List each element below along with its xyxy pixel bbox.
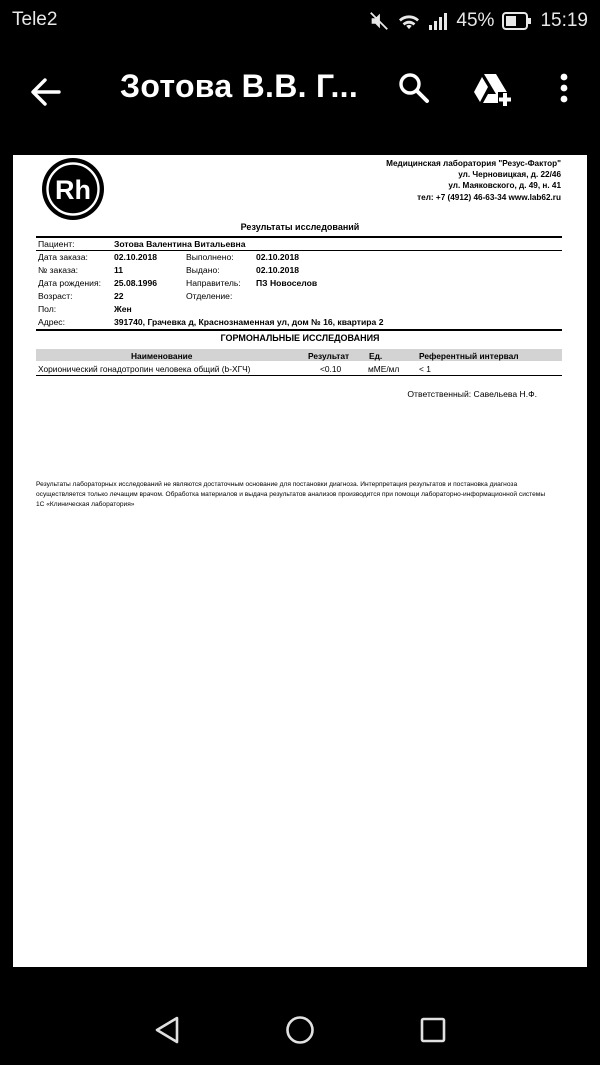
status-icons bbox=[368, 8, 588, 34]
back-arrow-icon bbox=[31, 78, 61, 106]
col-reference-header: Референтный интервал bbox=[419, 351, 519, 361]
battery-icon bbox=[502, 12, 532, 30]
done-label: Выполнено: bbox=[186, 252, 234, 262]
lab-info bbox=[386, 158, 561, 203]
section-title: ГОРМОНАЛЬНЫЕ ИССЛЕДОВАНИЯ bbox=[220, 333, 380, 343]
document-page[interactable] bbox=[13, 155, 587, 967]
lab-name: Медицинская лаборатория "Резус-Фактор" bbox=[386, 159, 561, 168]
signal-icon bbox=[428, 11, 448, 31]
clock: 15:19 bbox=[540, 10, 588, 31]
wifi-icon bbox=[398, 11, 420, 31]
responsible-value: Савельева Н.Ф. bbox=[473, 389, 537, 399]
sex-label: Пол: bbox=[38, 304, 57, 314]
status-bar bbox=[0, 0, 600, 42]
birth-label: Дата рождения: bbox=[38, 278, 102, 288]
address-label: Адрес: bbox=[38, 317, 65, 327]
nav-home-button[interactable] bbox=[275, 1005, 325, 1055]
nav-back-button[interactable] bbox=[142, 1005, 192, 1055]
done-value: 02.10.2018 bbox=[256, 252, 300, 262]
patient-value: Зотова Валентина Витальевна bbox=[114, 239, 246, 249]
issued-label: Выдано: bbox=[186, 265, 220, 275]
back-triangle-icon bbox=[153, 1015, 181, 1045]
recents-square-icon bbox=[420, 1017, 446, 1043]
referrer-label: Направитель: bbox=[186, 278, 241, 288]
search-button[interactable] bbox=[390, 64, 438, 112]
col-unit-header: Ед. bbox=[369, 351, 383, 361]
test-unit: мМЕ/мл bbox=[368, 364, 400, 374]
mute-icon bbox=[368, 10, 390, 32]
test-name: Хорионический гонадотропин человека общий (b-ХГЧ) bbox=[38, 364, 251, 374]
age-value: 22 bbox=[114, 291, 124, 301]
divider bbox=[36, 250, 562, 251]
responsible-label: Ответственный: bbox=[407, 389, 472, 399]
nav-recents-button[interactable] bbox=[408, 1005, 458, 1055]
col-name-header: Наименование bbox=[131, 351, 193, 361]
results-heading: Результаты исследований bbox=[240, 222, 360, 232]
logo-text: Rh bbox=[55, 175, 91, 205]
search-icon bbox=[398, 72, 430, 104]
divider bbox=[36, 329, 562, 331]
drive-add-icon bbox=[472, 72, 512, 108]
lab-address-2: ул. Маяковского, д. 49, н. 41 bbox=[448, 181, 561, 191]
patient-label: Пациент: bbox=[38, 239, 75, 249]
document-title: Зотова В.В. Г... bbox=[120, 68, 359, 104]
address-value: 391740, Грачевка д, Краснознаменная ул, дом № 16, квартира 2 bbox=[114, 317, 384, 327]
age-label: Возраст: bbox=[38, 291, 73, 301]
responsible bbox=[407, 389, 537, 399]
more-options-button[interactable] bbox=[544, 64, 584, 112]
navigation-bar bbox=[0, 995, 600, 1065]
add-to-drive-button[interactable] bbox=[466, 64, 518, 116]
test-reference: < 1 bbox=[419, 364, 431, 374]
more-vert-icon bbox=[560, 73, 568, 103]
birth-value: 25.08.1996 bbox=[114, 278, 158, 288]
sex-value: Жен bbox=[114, 304, 132, 314]
col-result-header: Результат bbox=[308, 351, 350, 361]
divider bbox=[36, 236, 562, 238]
carrier-name: Tele2 bbox=[12, 9, 58, 30]
disclaimer: Результаты лабораторных исследований не являются достаточным основание для постановки диагноза. Интерпретация результатов и постановка диагноза осуществляется только лечащим врачом. Обработка материалов и выдача результатов анализов производится при помощи лабораторно-информационной системы 1С «Клиническая лаборатория» bbox=[36, 481, 546, 509]
battery-percent: 45% bbox=[456, 10, 495, 31]
divider bbox=[36, 375, 562, 376]
department-label: Отделение: bbox=[186, 291, 233, 301]
order-no-value: 11 bbox=[114, 265, 124, 275]
order-date-value: 02.10.2018 bbox=[114, 252, 158, 262]
home-circle-icon bbox=[285, 1015, 315, 1045]
test-result: <0.10 bbox=[320, 364, 342, 374]
order-no-label: № заказа: bbox=[38, 265, 79, 275]
back-button[interactable] bbox=[22, 68, 70, 116]
order-date-label: Дата заказа: bbox=[38, 252, 88, 262]
lab-contacts: тел: +7 (4912) 46-63-34 www.lab62.ru bbox=[417, 192, 561, 202]
lab-address-1: ул. Черновицкая, д. 22/46 bbox=[458, 170, 561, 180]
rh-logo bbox=[41, 157, 105, 221]
app-bar bbox=[0, 42, 600, 138]
issued-value: 02.10.2018 bbox=[256, 265, 300, 275]
referrer-value: ПЗ Новоселов bbox=[256, 278, 318, 288]
